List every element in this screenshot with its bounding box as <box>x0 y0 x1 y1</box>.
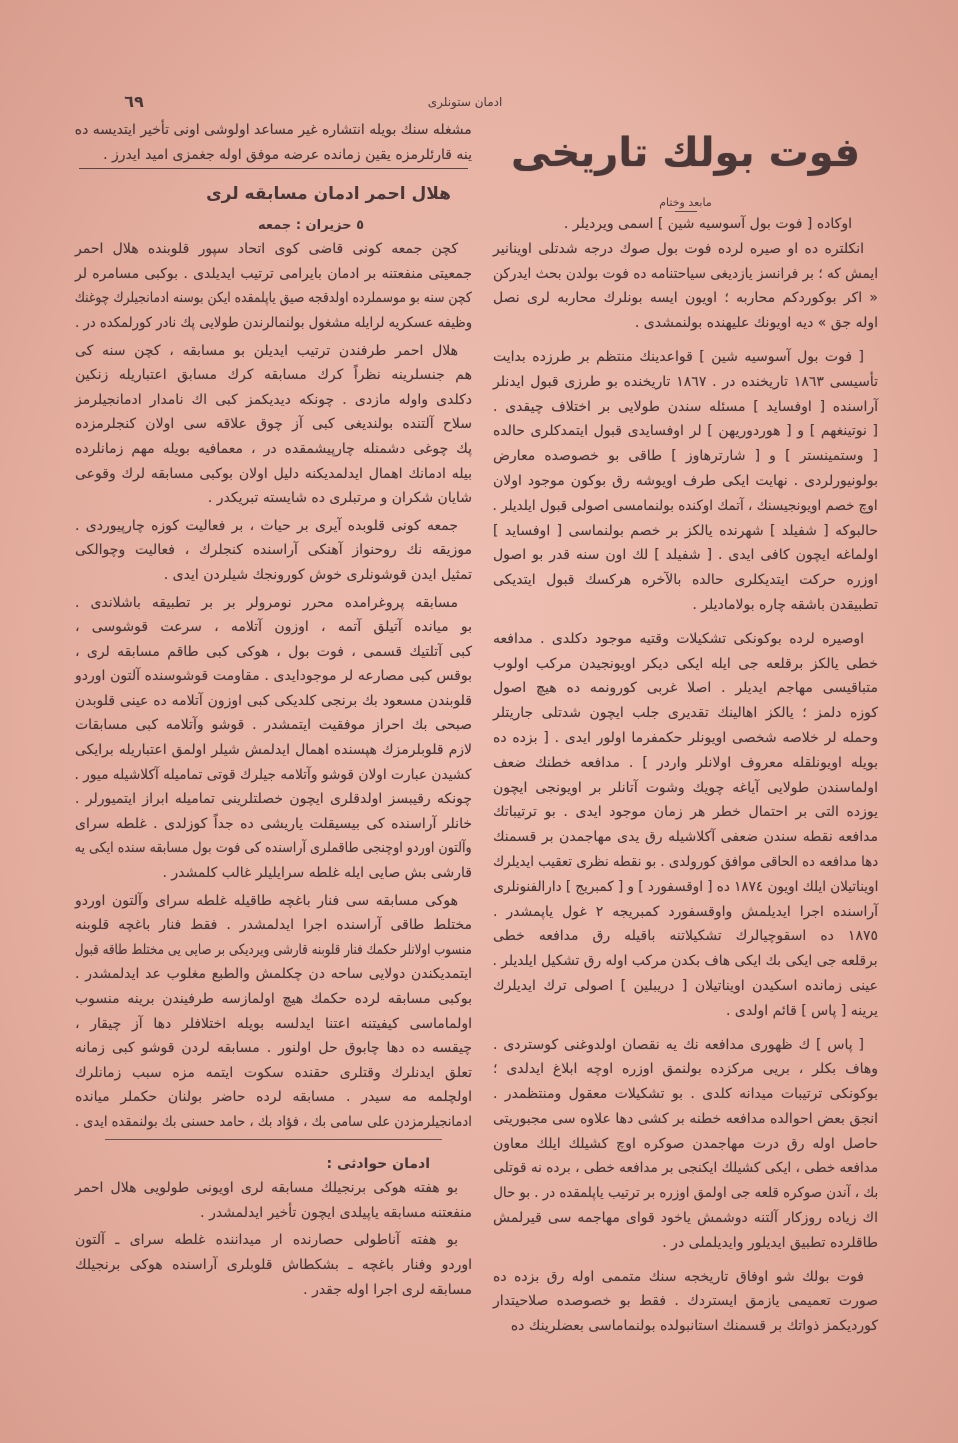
text-line <box>493 1231 878 1256</box>
line-text: كوزه دلمز ؛ يالكز اهالينك تقديری جلب ايچون شدتلی جاريتلر <box>493 705 878 722</box>
text-line <box>493 1181 878 1206</box>
line-text: بوقس كبی مصارعه لر موجودايدی . مقاومت قوشوسنده آلتون اوردو <box>75 668 472 685</box>
article-title: فوت بولك تاريخی <box>510 130 861 176</box>
text-line <box>75 962 472 987</box>
text-line <box>75 118 472 143</box>
text-line <box>75 1176 472 1201</box>
line-text: موزيقه نك روحنواز آهنكی آراسنده كنجلرك ، فعاليت وچوالكی <box>75 542 472 559</box>
line-text: سلاح آلتنده بولنديغی كبی آز چوق علاقه سی اولان كنجلرمزده <box>75 416 472 433</box>
line-text: كچن جمعه كونی قاضی كوی اتحاد سپور قلوبنده هلال احمر <box>75 241 458 258</box>
line-text: شايان شكران و مرتبلری ده شايسته تبريكدر . <box>207 490 472 507</box>
line-text: تعلق ايدنلرك وقتلری حقنده سكوت ايتمه مزه سبب زمانلرك <box>75 1064 472 1081</box>
line-text: منسوب اولانلر حكمك فنار قلوبنه قارشی ويرديكی بر صايی يی مختلط طاقه قبول <box>75 941 472 958</box>
paragraph <box>75 339 472 511</box>
line-text: اولماغه ايچون كافی ايدی . [ شفيلد ] لك اون سنه قدر بو اصول <box>493 547 878 564</box>
text-line <box>493 751 878 776</box>
line-text: كبی آتلتيك قسمی ، فوت بول ، هوكی كبی طاقم مسابقه لری ، <box>75 643 472 660</box>
text-line <box>75 938 472 963</box>
line-text: صبحی بك احراز موفقيت ايتمشدر . قوشو وآتلامه كبی مسابقات <box>75 717 472 734</box>
line-text: آراسنده اجرا ايديلمش واوقسفورد كمبريجه ٢ غول ياپمشدر . <box>493 903 879 920</box>
line-text: هم جنسلرينه نظراً كرك مسابقه كرك مسابق اعتباريله زنكين <box>75 367 472 384</box>
text-line <box>493 875 878 900</box>
text-line <box>75 143 472 168</box>
text-line <box>493 1132 878 1157</box>
line-text: قلوبندن مسعود بك برنجی كلديكی كبی اوزون آتلامه ده عينی قلوبدن <box>75 692 472 709</box>
text-line <box>493 800 878 825</box>
paragraph <box>493 212 878 237</box>
line-text: صورت تعميمی يازمق ايستردك . فقط بو خصوصده صلاحيتدار <box>493 1293 878 1310</box>
text-line <box>493 1206 878 1231</box>
line-text: [ پاس ] ك ظهوری مدافعه نك يه نقصان اولدوغنی كوستردی . <box>493 1036 864 1053</box>
line-text: جمعيتی منفعتنه بر ادمان بايرامی ترتيب ايديلدی . بوكبی مسامره لر <box>75 265 472 282</box>
line-text: كورديكمز ذواتك بر قسمنك استانبولده بولنماماسی بعضلرينك ده <box>510 1318 878 1335</box>
line-text: بولونيورلردی . نهايت ايكی طرف اويوشه رق بوكون موجود اولان <box>493 472 878 489</box>
text-line <box>493 627 878 652</box>
text-line <box>75 514 472 539</box>
text-line <box>493 568 878 593</box>
text-line <box>493 444 878 469</box>
line-text: بك ، آندن صوكره قلعه جی اولمق اوزره بر ترتيب ياپلمقده در . بو حال <box>492 1185 878 1202</box>
text-line <box>75 262 472 287</box>
divider <box>79 168 468 169</box>
line-text: مشغله سنك بويله انتشاره غير مساعد اولوشی اونی تأخير ايتديسه ده <box>75 122 472 138</box>
text-line <box>75 889 472 914</box>
text-line <box>493 850 878 875</box>
text-line <box>493 924 878 949</box>
line-text: وظيفه عسكريه لرايله مشغول بولنمالرندن طولايی پك نادر كورلمكده در . <box>75 314 472 331</box>
text-line <box>75 412 472 437</box>
text-line <box>75 1012 472 1037</box>
text-line <box>493 593 878 618</box>
line-text: يوزده التی بر احتمال خطر هر زمان موجود ايدی . بو ترتيباتك <box>493 804 878 821</box>
paragraph <box>75 237 472 335</box>
paragraph <box>75 1228 472 1302</box>
text-line <box>493 949 878 974</box>
line-text: ايمش كه ؛ بر فرانسز يازديغی سياحتنامه ده فوت بولدن بحث ايدركن <box>493 265 878 282</box>
news-heading: ادمان حوادثی : <box>326 1155 430 1172</box>
text-line <box>75 591 472 616</box>
paragraph <box>493 627 878 1024</box>
paragraph <box>75 1176 472 1225</box>
line-text: [ وستمينستر ] و [ شارترهاوز ] طاقی بو خصوصده معارض <box>493 448 878 465</box>
text-line <box>75 987 472 1012</box>
line-text: تمثيل ايدن قوشونلری خوش كورونجك شيلردن ايدی . <box>163 566 472 583</box>
line-text: حاصل اوله رق درت مهاجمدن صوكره اوچ كشيلك ايلك معاون <box>493 1135 878 1152</box>
text-line <box>493 1156 878 1181</box>
text-line <box>493 286 878 311</box>
text-line <box>493 1033 878 1058</box>
paragraph <box>75 118 472 167</box>
line-text: اويناتيلان ايلك اويون ١٨٧٤ ده [ اوقسفورد ] و [ كمبريج ] دارالفنونلری <box>493 878 878 895</box>
line-text: چيقسه ده دها چابوق حل اولنور . مسابقه لردن قوشو كبی زمانه <box>75 1040 472 1057</box>
line-text: اوصيره لرده بوكونكی تشكيلات وقتيه موجود دكلدی . مدافعه <box>493 630 864 647</box>
line-text: مسابقه لری اجرا اوله جقدر . <box>303 1281 472 1298</box>
line-text: پك چوغی دشمنله چارپيشمقده در ، معمافيه بويله مهم زمانلرده <box>75 440 472 457</box>
text-line <box>493 676 878 701</box>
text-line <box>75 836 472 861</box>
paragraph <box>493 237 878 336</box>
continued-text <box>75 118 472 167</box>
line-text: بو ميانده آتيلق آتمه ، اوزون آتلامه ، سرعت قوشوسی ، <box>75 619 472 636</box>
text-line <box>493 419 878 444</box>
text-line <box>75 237 472 262</box>
line-text: [ نوتينغهم ] و [ هوردوريهن ] لر اوفسايدی قبول ايتمدكلری حالده <box>493 423 878 440</box>
line-text: مختلط طاقی آراسنده اجرا ايدلمشدر . فقط فنار باغچه قلوبنه <box>75 917 472 934</box>
line-text: بيله ادمانك اهمال ايدلمديكنه دليل اولان بوكبی مسابقه لرك وقوعی <box>75 465 472 482</box>
text-line <box>75 861 472 886</box>
text-line <box>493 237 878 262</box>
text-line <box>493 311 878 336</box>
line-text: ادمانجيلرمزدن علی سامی بك ، فؤاد بك ، حامد حسنی بك بولنمقده ايدی . <box>75 1113 472 1130</box>
text-line <box>493 1289 878 1314</box>
line-text: مدافعه نقطه سندن ضعفی آكلاشيله رق يدی مهاجمدن بر قسمنك <box>493 829 878 846</box>
line-text: متباقيسی مهاجم ايديلر . اصلا غربی كورونمه ده هيچ اصول <box>493 680 878 697</box>
text-line <box>493 900 878 925</box>
paragraph <box>75 514 472 588</box>
line-text: انجق بعض احوالده مدافعه خطنه بر كشی دها علاوه سی مجبوريتی <box>493 1110 878 1127</box>
text-line <box>493 726 878 751</box>
line-text: « اكر بوكوردكم محاربه ؛ اويون ايسه بونلرك محاربه لری نصل <box>493 290 878 307</box>
section-heading: هلال احمر ادمان مسابقه لری <box>206 184 451 205</box>
page-number: ٦٩ <box>124 92 144 111</box>
line-text: وحمله لر خلاصه شخصی اويونلر حكمفرما اولور ايدی . [ بزده ده <box>493 729 878 746</box>
text-line <box>493 1107 878 1132</box>
line-text: بو هفته آناطولی حصارنده ار ميداننده غلطه سرای ـ آلتون <box>75 1232 458 1249</box>
line-text: اوله جق » ديه اويونك عليهنده بولنمشدی . <box>634 315 878 332</box>
line-text: وآلتون اوردو اوچنجی طاقملری آراسنده كی فوت بول مسابقه سنده ايكی يه <box>75 840 472 857</box>
text-line <box>75 486 472 511</box>
text-line <box>75 1253 472 1278</box>
text-line <box>75 738 472 763</box>
text-line <box>493 1057 878 1082</box>
article-subtitle: مابعد وختام <box>659 196 712 209</box>
text-line <box>75 1110 472 1135</box>
text-line <box>75 1061 472 1086</box>
text-line <box>493 543 878 568</box>
line-text: اوردو وفنار باغچه ـ بشكطاش قلوبلری آراسنده هوكی برنجيلك <box>75 1256 472 1273</box>
line-text: اولچلمه مه سيدر . مسابقه لرده حاضر بولنان حكملر ميانده <box>75 1089 472 1106</box>
divider <box>105 1139 442 1140</box>
line-text: تطبيقدن باشقه چاره بولامادیلر . <box>692 596 878 613</box>
left-column <box>75 118 472 1305</box>
text-line <box>493 1314 878 1339</box>
line-text: اولماماسی كيفيتنه اعتنا ايدلسه بويله اختلافلر دها آز چيقار ، <box>75 1015 472 1032</box>
text-line <box>75 640 472 665</box>
line-text: آراسنده [ اوفسايد ] مسئله سندن طولايی بر اختلاف چيقدی . <box>493 398 878 415</box>
text-line <box>493 212 878 237</box>
text-line <box>75 1201 472 1226</box>
line-text: وهاف بكلر ، بريی مركزده بولنمق اوزره اوچه ابلاغ ايدلدی ؛ <box>493 1061 878 1078</box>
line-text: خانلر آراسنده كی بيسيقلت ياريشی ده جداً كوزلدی . غلطه سرای <box>75 815 472 832</box>
text-line <box>75 713 472 738</box>
line-text: لازم قلوبلرمزك هپسنده اهمال ايدلمش شيلر اولمق اعتباريله برايكی <box>75 742 472 759</box>
paragraph <box>75 591 472 886</box>
line-text: بويله اويونلقله معروف اولانلر واردر ] . مدافعه خطنك ضعف <box>493 754 878 771</box>
text-line <box>493 370 878 395</box>
text-line <box>493 652 878 677</box>
line-text: ايتمديكندن دولايی ساحه دن چكلمش والطبع مغلوب عد ايدلمشدر . <box>75 966 472 983</box>
text-line <box>75 1036 472 1061</box>
text-line <box>493 1265 878 1290</box>
text-line <box>493 494 878 519</box>
line-text: ينه قارئلرمزه يقين زمانده عرضه موفق اوله جغمزی اميد ايدرز . <box>103 146 472 163</box>
line-text: [ فوت بول آسوسيه شين ] قواعدينك منتظم بر طرزده بدايت <box>493 348 864 365</box>
text-line <box>75 1278 472 1303</box>
line-text: اوكاده [ فوت بول آسوسيه شين ] اسمی ويرديلر . <box>563 216 852 232</box>
text-line <box>493 395 878 420</box>
text-line <box>75 1085 472 1110</box>
line-text: برقلعه جی ايكی بك ايكی هاف بكدن مركب اوله رق تشكيل ايلديلر . <box>493 953 878 970</box>
line-text: اولماسندن طولايی آياغه چويك وشوت آتانلر بر اويونجی ايچون <box>493 779 878 796</box>
line-text: قارشی بش صايی ايله غلطه سرايليلر غالب كلمشدر . <box>162 865 472 882</box>
line-text: طاقلرده تطبيق ايديلور وايديلملی در . <box>662 1234 878 1251</box>
text-line <box>493 701 878 726</box>
line-text: حالبوكه [ شفيلد ] شهرنده يالكز بر خصم بولنماسی [ اوفسايد ] <box>493 522 878 539</box>
paragraph <box>493 1033 878 1256</box>
line-text: مسابقه پروغرامده محرر نومرولر بر بر تطبيقه باشلاندی . <box>75 594 458 611</box>
text-line <box>75 311 472 336</box>
line-text: منفعتنه مسابقه ياپيلدی ايچون تأخير ايدلمشدر . <box>200 1204 472 1221</box>
line-text: اوزره حركت ايتديكلری حالده بالآخره هركسك قبول ايتديكی <box>493 572 878 589</box>
paragraph <box>75 889 472 1135</box>
line-text: هوكی مسابقه سی فنار باغچه طاقيله غلطه سرای وآلتون اوردو <box>75 892 458 909</box>
text-line <box>493 345 878 370</box>
text-line <box>75 563 472 588</box>
text-line <box>75 787 472 812</box>
text-line <box>493 974 878 999</box>
text-line <box>75 462 472 487</box>
line-text: بو هفته هوكی برنجيلك مسابقه لری اويونی طولويی هلال احمر <box>75 1180 458 1197</box>
news-body <box>75 1176 472 1302</box>
text-line <box>75 437 472 462</box>
line-text: چونكه رقيبسز اولدقلری ايچون خصلتلرينی تماميله ابراز ايتميورلر . <box>75 791 472 808</box>
text-line <box>75 388 472 413</box>
line-text: اوچ خصم اويونجيسنك ، آتمك اوكنده بولنمامسی اصولی قبول ايلديلر . <box>492 497 878 514</box>
text-line <box>493 262 878 287</box>
line-text: فوت بولك شو اوفاق تاريخجه سنك متممی اوله رق بزده ده <box>493 1268 864 1285</box>
line-text: ١٨٧٥ ده اسقوچيالرك تشكيلاتنه باقيله رق مدافعه خطی <box>493 928 878 945</box>
line-text: جمعه كونی قلوبده آيری بر حيات ، بر فعاليت كوزه چارپيوردی . <box>75 517 458 534</box>
running-head: ادمان ستونلری <box>427 95 503 109</box>
line-text: انكلتره ده او صيره لرده فوت بول صوك درجه شدتلی اوينانير <box>493 240 864 257</box>
text-line <box>493 519 878 544</box>
text-line <box>493 1082 878 1107</box>
text-line <box>493 825 878 850</box>
line-text: يرينه [ پاس ] قائم اولدی . <box>726 1002 878 1019</box>
line-text: بوكبی مسابقه لرده حكمك هيچ اولمازسه طرفيندن برينه منسوب <box>75 991 472 1007</box>
text-line <box>75 913 472 938</box>
line-text: دكلدی واوله مازدی . چونكه ديديكمز كبی اك نامدار ادمانجيلرمز <box>75 391 472 408</box>
text-line <box>75 689 472 714</box>
line-text: اك زياده روزكار آلتنه دوشمش ياخود قوای مهاجمه سی قيرلمش <box>493 1210 878 1227</box>
article-body <box>75 237 472 1134</box>
text-line <box>75 1228 472 1253</box>
text-line <box>75 615 472 640</box>
text-line <box>75 763 472 788</box>
line-text: دها مدافعه ده الحاقی موافق كورولدی . بو نقطه نظری تعقيب ايديلرك <box>492 853 878 870</box>
paragraph <box>493 345 878 618</box>
line-text: كچن سنه بو موسملرده اولدقجه صيق ياپلمقده ايكن بوسنه ادمانجيلرك چوغنك <box>75 290 472 307</box>
text-line <box>493 999 878 1024</box>
line-text: مدافعه خطی ، ايكی كشيلك ايكنجی بر مدافعه خطی ، برده نه قوتلی <box>493 1160 878 1177</box>
text-line <box>493 776 878 801</box>
text-line <box>75 812 472 837</box>
text-line <box>75 664 472 689</box>
line-text: خطی يالكز برقلعه جی ايله ايكی ديكر اويونجيدن مركب اولوب <box>493 655 878 672</box>
text-line <box>75 286 472 311</box>
text-line <box>493 469 878 494</box>
line-text: تأسيسی ١٨٦٣ تاريخنده در . ١٨٦٧ تاريخنده بو طرزی قبول ايدنلر <box>493 373 878 390</box>
paragraph <box>493 1265 878 1339</box>
line-text: عينی زمانده اسكيدن اويناتيلان [ دريبلين ] اصولی ترك ايديلرك <box>493 977 878 994</box>
date-line: ٥ حزيران : جمعه <box>258 218 364 234</box>
right-column <box>493 118 878 1348</box>
line-text: كشيدن عبارت اولان قوشو وآتلامه جيلرك قوتی تماميله آكلاشيله ميور . <box>74 766 472 783</box>
line-text: هلال احمر طرفندن ترتيب ايديلن بو مسابقه ، كچن سنه كی <box>75 342 458 359</box>
text-line <box>75 363 472 388</box>
article-body <box>493 212 878 1339</box>
text-line <box>75 538 472 563</box>
line-text: بوكونكی ترتيبات ميدانه كلدی . بو تشكيلات معقول ومنتظمدر . <box>493 1086 878 1103</box>
text-line <box>75 339 472 364</box>
